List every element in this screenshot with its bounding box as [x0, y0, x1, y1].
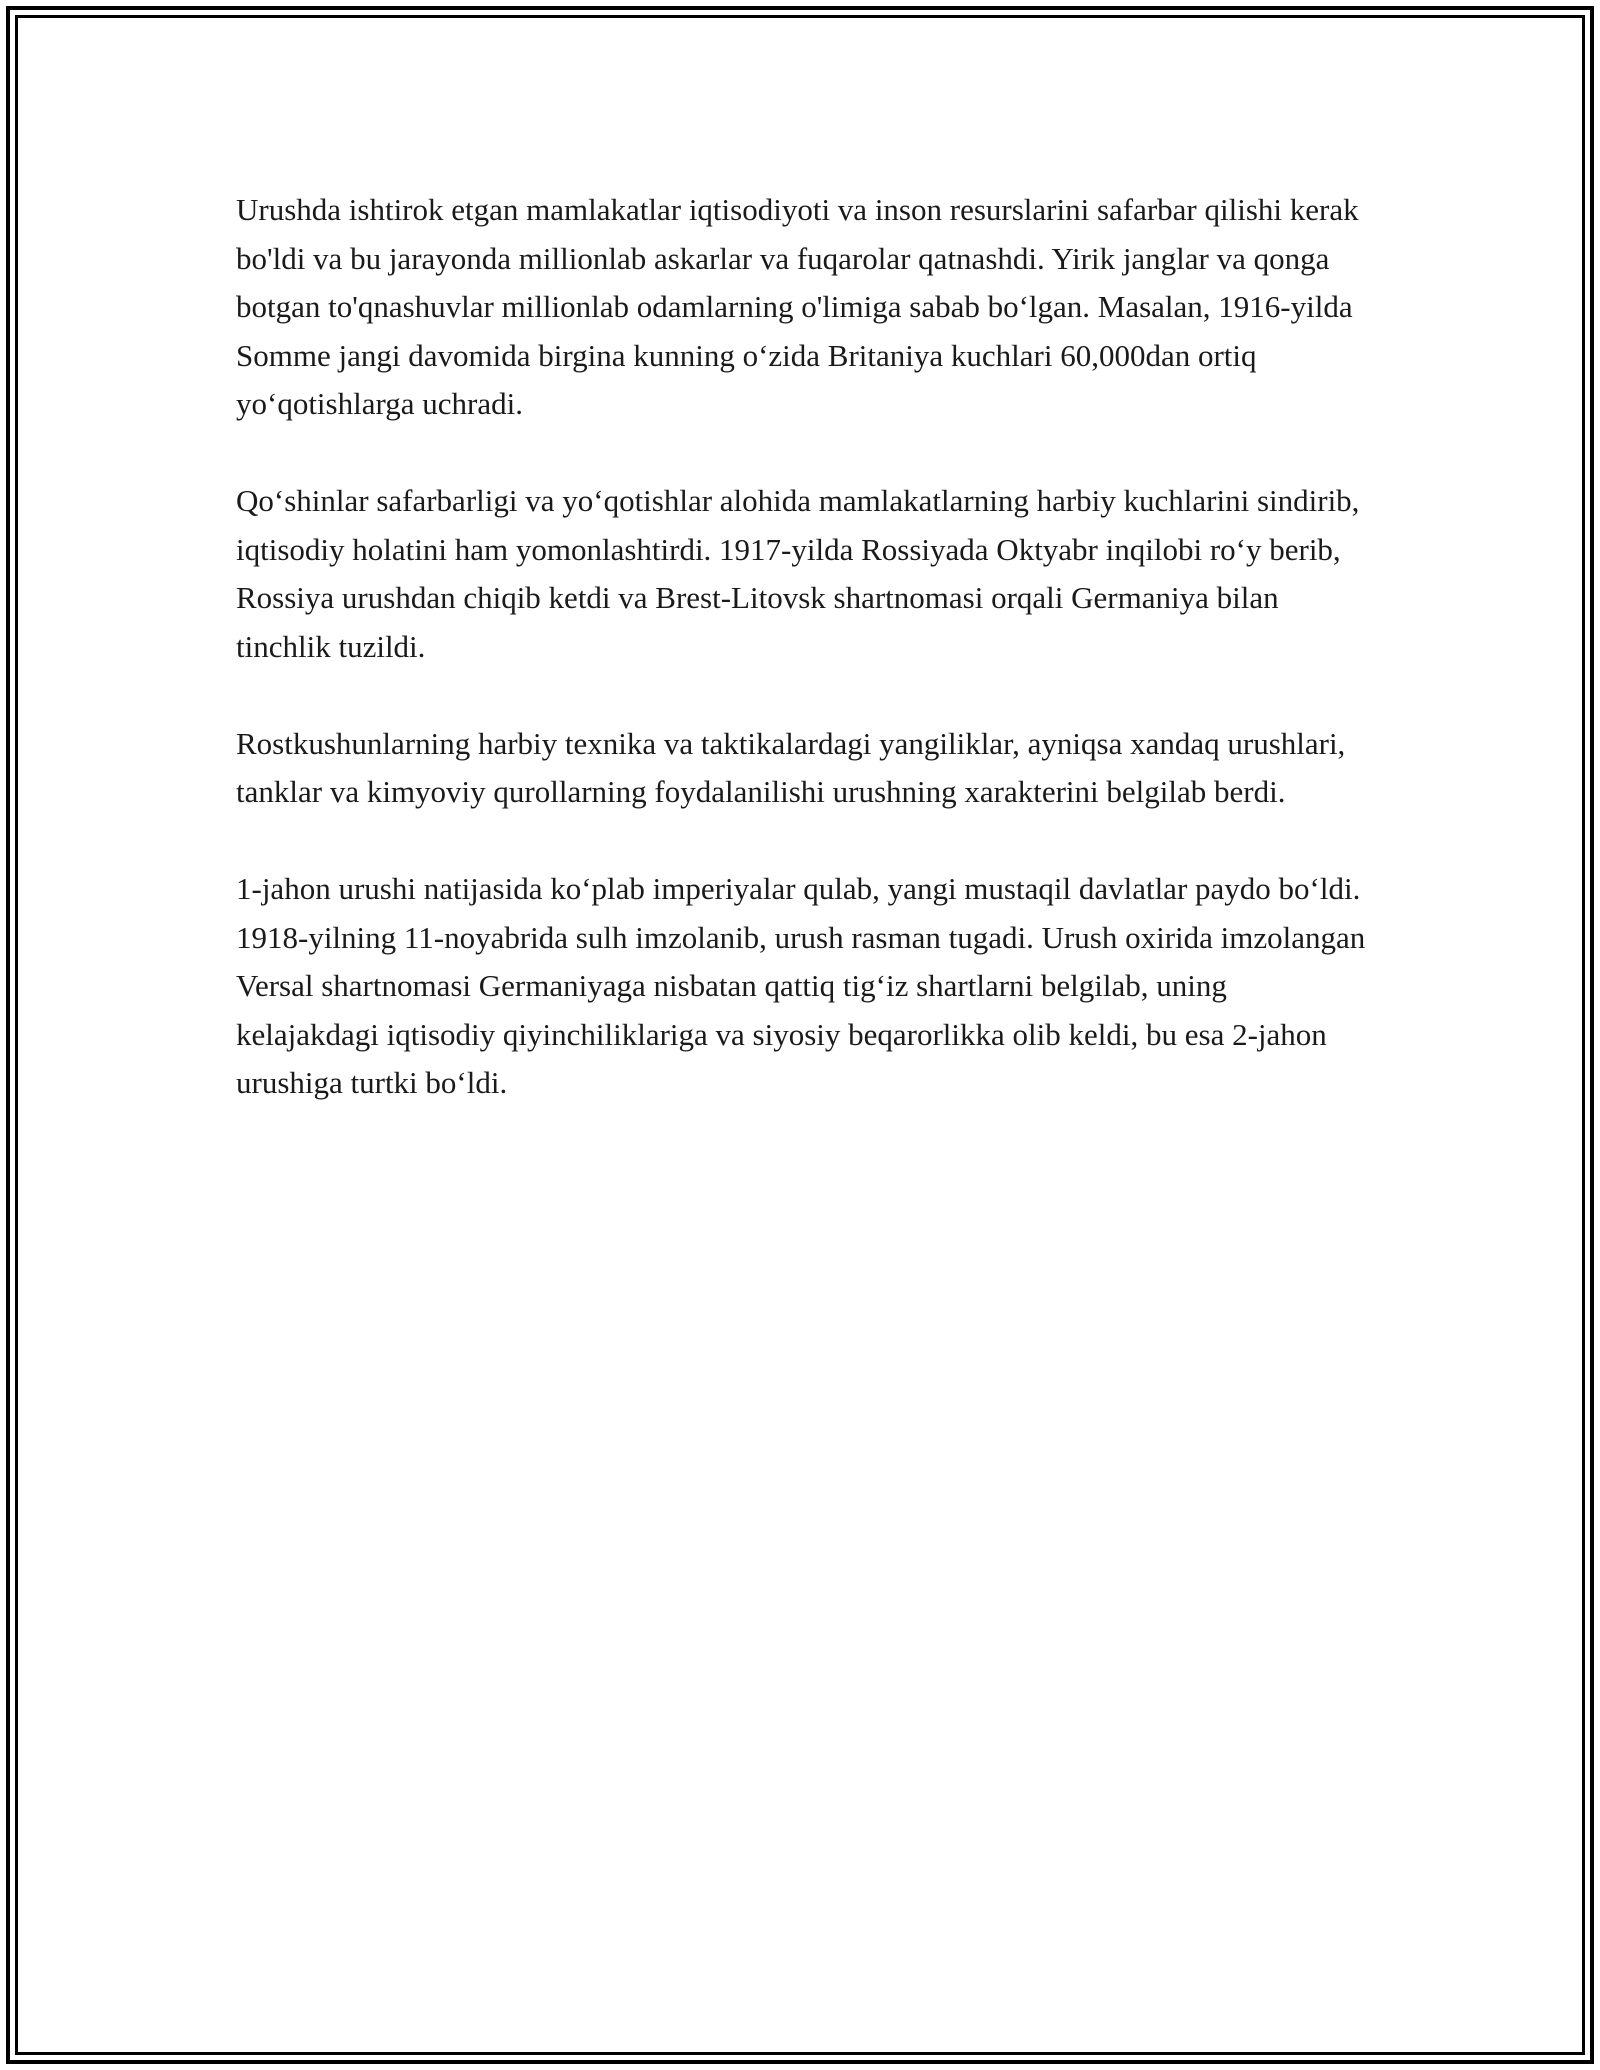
document-body: [236, 186, 1366, 1156]
paragraph-2: Qo‘shinlar safarbarligi va yo‘qotishlar alohida mamlakatlarning harbiy kuchlarini sindirib, iqtisodiy holatini ham yomonlashtirdi. 1917-yilda Rossiyada Oktyabr inqilobi ro‘y berib, Rossiya urushdan chiqib ketdi va Brest-Litovsk shartnomasi orqali Germaniya bilan tinchlik tuzildi.: [236, 483, 1360, 664]
paragraph-3: Rostkushunlarning harbiy texnika va taktikalardagi yangiliklar, ayniqsa xandaq urushlari, tanklar va kimyoviy qurollarning foydalanilishi urushning xarakterini belgilab berdi.: [236, 725, 1346, 809]
paragraph-1: Urushda ishtirok etgan mamlakatlar iqtisodiyoti va inson resurslarini safarbar qilishi kerak bo'ldi va bu jarayonda millionlab askarlar va fuqarolar qatnashdi. Yirik janglar va qonga botgan to'qnashuvlar millionlab odamlarning o'limiga sabab bo‘lgan. Masalan, 1916-yilda Somme jangi davomida birgina kunning o‘zida Britaniya kuchlari 60,000dan ortiq yo‘qotishlarga uchradi.: [236, 192, 1359, 421]
paragraph-4: 1-jahon urushi natijasida ko‘plab imperiyalar qulab, yangi mustaqil davlatlar paydo bo‘ldi. 1918-yilning 11-noyabrida sulh imzolanib, urush rasman tugadi. Urush oxirida imzolangan Versal shartnomasi Germaniyaga nisbatan qattiq tig‘iz shartlarni belgilab, uning kelajakdagi iqtisodiy qiyinchiliklariga va siyosiy beqarorlikka olib keldi, bu esa 2-jahon urushiga turtki bo‘ldi.: [236, 871, 1366, 1100]
